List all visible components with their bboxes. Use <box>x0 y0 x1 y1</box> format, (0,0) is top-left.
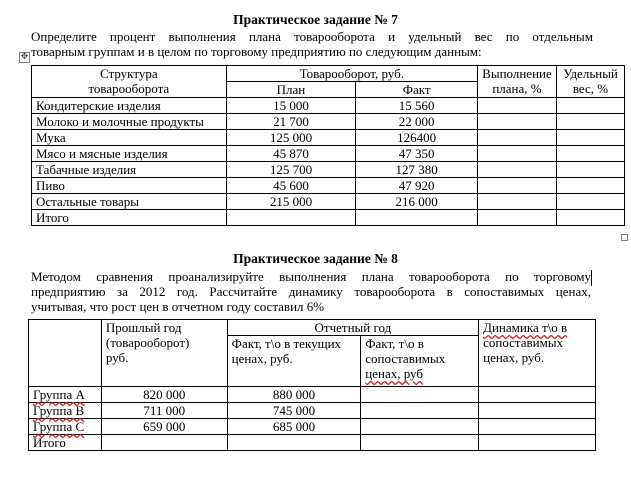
header-dynamics-line2: сопоставимых <box>483 335 564 350</box>
row-plan: 15 000 <box>226 98 356 114</box>
header-group <box>29 320 102 387</box>
header-share <box>556 66 624 98</box>
task8-intro-line3: учитывая, что рост цен в отчетном году составил 6% <box>31 299 325 314</box>
row-name: Молоко и молочные продукты <box>32 114 227 130</box>
row-execution[interactable] <box>477 162 556 178</box>
header-report-year: Отчетный год <box>227 320 478 336</box>
row-share[interactable] <box>556 178 624 194</box>
header-structure-line1: Структура <box>100 66 158 81</box>
row-comparable[interactable] <box>361 419 479 435</box>
row-fact: 216 000 <box>356 194 478 210</box>
total-dynamics[interactable] <box>479 435 596 451</box>
row-dynamics[interactable] <box>479 387 596 403</box>
header-fact-comparable-line2: сопоставимых <box>365 351 446 366</box>
total-comparable[interactable] <box>361 435 479 451</box>
row-plan: 125 700 <box>226 162 356 178</box>
header-structure <box>32 66 227 98</box>
row-fact: 47 920 <box>356 178 478 194</box>
row-current: 745 000 <box>227 403 361 419</box>
row-total-label: Итого <box>32 210 227 226</box>
table-row <box>32 178 625 194</box>
row-execution[interactable] <box>477 114 556 130</box>
header-turnover: Товарооборот, руб. <box>226 66 477 82</box>
header-fact-comparable-line1: Факт, т\о в <box>365 336 424 351</box>
row-share[interactable] <box>556 162 624 178</box>
header-fact-current-line1: Факт, т\о в текущих <box>231 336 342 351</box>
total-fact[interactable] <box>356 210 478 226</box>
header-share-line2: вес, % <box>572 81 609 96</box>
row-previous: 659 000 <box>101 419 227 435</box>
task8-title: Практическое задание № 8 <box>233 251 398 266</box>
row-comparable[interactable] <box>361 387 479 403</box>
row-name: Остальные товары <box>32 194 227 210</box>
total-execution[interactable] <box>477 210 556 226</box>
row-total-label: Итого <box>29 435 102 451</box>
table-row <box>32 114 625 130</box>
row-dynamics[interactable] <box>479 419 596 435</box>
table-row <box>32 130 625 146</box>
task7-intro-line1: Определите процент выполнения плана товарооборота и удельный вес по отдельным <box>31 29 593 44</box>
row-group-name: Группа В <box>29 403 102 419</box>
task7-table <box>31 65 625 226</box>
row-fact: 47 350 <box>356 146 478 162</box>
row-fact: 127 380 <box>356 162 478 178</box>
table-row <box>29 387 596 403</box>
header-previous-line3: руб. <box>105 350 129 365</box>
table-row <box>32 194 625 210</box>
row-share[interactable] <box>556 146 624 162</box>
header-plan: План <box>226 82 356 98</box>
row-share[interactable] <box>556 98 624 114</box>
row-name: Кондитерские изделия <box>32 98 227 114</box>
table-row <box>32 98 625 114</box>
row-previous: 820 000 <box>101 387 227 403</box>
header-dynamics <box>479 320 596 387</box>
row-name: Пиво <box>32 178 227 194</box>
row-name: Мука <box>32 130 227 146</box>
row-share[interactable] <box>556 130 624 146</box>
header-fact-comparable <box>361 336 479 387</box>
row-plan: 125 000 <box>226 130 356 146</box>
header-fact: Факт <box>356 82 478 98</box>
header-fact-current-line2: ценах, руб. <box>231 351 293 366</box>
row-fact: 126400 <box>356 130 478 146</box>
move-handle-icon[interactable]: ✥ <box>20 52 29 62</box>
task7-intro <box>31 29 593 59</box>
table-row <box>29 419 596 435</box>
row-share[interactable] <box>556 194 624 210</box>
row-comparable[interactable] <box>361 403 479 419</box>
row-current: 685 000 <box>227 419 361 435</box>
header-fact-current <box>227 336 361 387</box>
row-name: Мясо и мясные изделия <box>32 146 227 162</box>
header-share-line1: Удельный <box>563 66 618 81</box>
row-plan: 45 870 <box>226 146 356 162</box>
header-dynamics-line1 <box>483 320 567 335</box>
header-fact-comparable-line3: ценах, руб <box>365 366 423 381</box>
task7-intro-line2: товарным группам и в целом по торговому предприятию по следующим данным: <box>31 44 482 59</box>
table-row-total <box>32 210 625 226</box>
row-plan: 215 000 <box>226 194 356 210</box>
header-previous-year <box>101 320 227 387</box>
resize-handle-icon[interactable] <box>621 234 628 241</box>
header-execution <box>477 66 556 98</box>
row-execution[interactable] <box>477 130 556 146</box>
row-fact: 15 560 <box>356 98 478 114</box>
table-row <box>32 162 625 178</box>
row-group-name: Группа А <box>29 387 102 403</box>
header-dynamics-line3: ценах, руб. <box>483 350 545 365</box>
total-share[interactable] <box>556 210 624 226</box>
total-current[interactable] <box>227 435 361 451</box>
row-previous: 711 000 <box>101 403 227 419</box>
total-previous[interactable] <box>101 435 227 451</box>
text-cursor <box>591 270 592 286</box>
table-row <box>32 146 625 162</box>
row-share[interactable] <box>556 114 624 130</box>
row-dynamics[interactable] <box>479 403 596 419</box>
header-structure-line2: товарооборота <box>88 81 170 96</box>
row-group-name: Группа С <box>29 419 102 435</box>
header-execution-line1: Выполнение <box>482 66 552 81</box>
row-name: Табачные изделия <box>32 162 227 178</box>
row-execution[interactable] <box>477 146 556 162</box>
header-execution-line2: плана, % <box>492 81 542 96</box>
row-execution[interactable] <box>477 194 556 210</box>
row-fact: 22 000 <box>356 114 478 130</box>
row-execution[interactable] <box>477 178 556 194</box>
row-execution[interactable] <box>477 98 556 114</box>
header-previous-line2: (товарооборот) <box>105 335 190 350</box>
task8-intro <box>31 269 591 314</box>
task8-intro-line2: предприятию за 2012 год. Рассчитайте динамику товарооборота в сопоставимых ценах, <box>31 284 591 299</box>
task7-title: Практическое задание № 7 <box>233 12 398 27</box>
row-plan: 21 700 <box>226 114 356 130</box>
task8-intro-line1: Методом сравнения проанализируйте выполнения плана товарооборота по торговому <box>31 269 591 284</box>
header-previous-line1: Прошлый год <box>105 320 182 335</box>
dynamics-line1-text: Динамика т\о в <box>483 320 568 335</box>
row-plan: 45 600 <box>226 178 356 194</box>
table-row-total <box>29 435 596 451</box>
table-row <box>29 403 596 419</box>
task8-table <box>28 319 596 451</box>
row-current: 880 000 <box>227 387 361 403</box>
total-plan[interactable] <box>226 210 356 226</box>
